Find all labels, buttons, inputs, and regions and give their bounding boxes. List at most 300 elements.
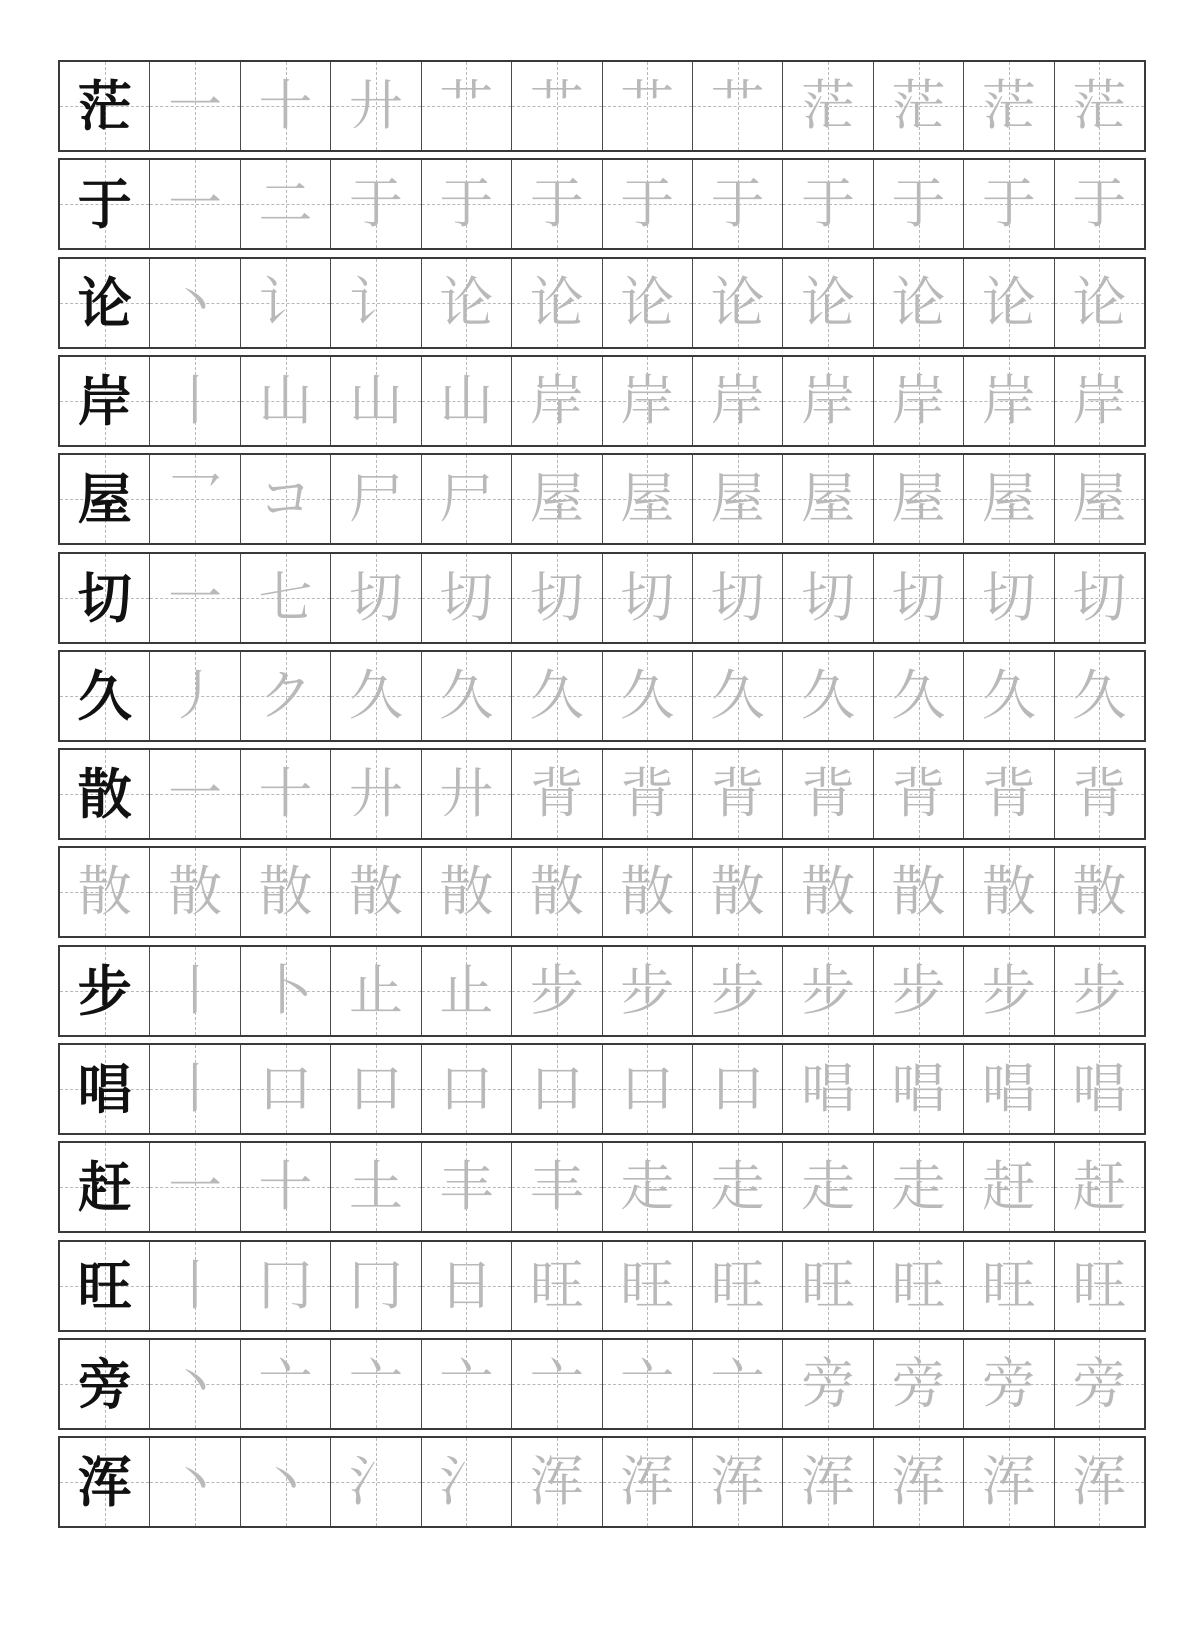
trace-cell [963, 455, 1053, 543]
trace-character: 岸 [620, 368, 675, 432]
trace-character: 一 [168, 565, 223, 629]
trace-character: 久 [710, 663, 765, 727]
trace-cell [421, 1438, 511, 1526]
trace-character: 唱 [891, 1057, 946, 1120]
trace-character: 廾 [348, 74, 403, 137]
model-cell [60, 1045, 149, 1133]
trace-cell [421, 160, 511, 248]
trace-character: 七 [258, 565, 313, 629]
trace-cell [602, 62, 692, 150]
trace-character: 散 [168, 860, 223, 924]
trace-cell [1054, 1242, 1144, 1330]
trace-character: 山 [439, 368, 494, 432]
trace-cell [602, 1045, 692, 1133]
trace-cell [511, 750, 601, 838]
trace-cell [240, 1340, 330, 1428]
trace-cell [782, 1242, 872, 1330]
trace-cell [602, 1340, 692, 1428]
trace-character: 亠 [620, 1351, 675, 1415]
trace-character: 亠 [439, 1351, 494, 1415]
trace-character: 步 [1072, 958, 1127, 1022]
trace-character: 久 [981, 663, 1036, 727]
model-cell [60, 259, 149, 347]
trace-character: 氵 [348, 1450, 403, 1514]
trace-character: 久 [1072, 663, 1127, 727]
trace-cell [873, 848, 963, 936]
trace-cell [782, 1045, 872, 1133]
trace-character: 亠 [529, 1351, 584, 1415]
trace-character: 浑 [981, 1450, 1036, 1514]
trace-cell [692, 357, 782, 445]
trace-cell [963, 1242, 1053, 1330]
model-cell [60, 750, 149, 838]
trace-character: 浑 [801, 1450, 856, 1514]
trace-cell [1054, 1438, 1144, 1526]
trace-character: 尸 [348, 467, 403, 531]
trace-character: 论 [801, 270, 856, 334]
trace-character: 冂 [348, 1253, 403, 1317]
trace-cell [963, 1045, 1053, 1133]
model-cell [60, 848, 149, 936]
trace-cell [511, 1143, 601, 1231]
model-character: 论 [77, 270, 132, 335]
trace-character: 廾 [348, 762, 403, 826]
trace-cell [602, 1438, 692, 1526]
trace-character: 走 [801, 1155, 856, 1219]
trace-cell [692, 1438, 782, 1526]
trace-cell [873, 1242, 963, 1330]
trace-character: 久 [529, 663, 584, 727]
trace-character: 口 [348, 1057, 403, 1120]
trace-character: 冂 [258, 1253, 313, 1317]
trace-character: 讠 [348, 270, 403, 334]
trace-cell [782, 160, 872, 248]
practice-row [58, 846, 1146, 938]
trace-character: 十 [258, 762, 313, 826]
trace-cell [963, 652, 1053, 740]
trace-cell [149, 1143, 239, 1231]
trace-cell [330, 455, 420, 543]
trace-character: 口 [710, 1057, 765, 1120]
trace-cell [149, 455, 239, 543]
trace-cell [511, 652, 601, 740]
trace-character: 于 [439, 172, 494, 236]
trace-cell [782, 357, 872, 445]
trace-cell [963, 848, 1053, 936]
trace-character: 论 [891, 270, 946, 334]
trace-character: 艹 [710, 74, 765, 137]
trace-character: 十 [258, 1155, 313, 1219]
trace-character: 十 [258, 74, 313, 137]
trace-cell [511, 259, 601, 347]
trace-character: 口 [439, 1057, 494, 1120]
trace-character: 论 [1072, 270, 1127, 334]
trace-cell [1054, 947, 1144, 1035]
trace-character: 亠 [710, 1351, 765, 1415]
trace-cell [240, 160, 330, 248]
trace-cell [873, 62, 963, 150]
trace-character: 切 [981, 565, 1036, 629]
model-character: 岸 [77, 368, 132, 433]
practice-row [58, 650, 1146, 742]
trace-character: 切 [1072, 565, 1127, 629]
trace-character: 口 [258, 1057, 313, 1120]
trace-cell [240, 259, 330, 347]
trace-cell [421, 1340, 511, 1428]
trace-cell [511, 357, 601, 445]
trace-cell [873, 1438, 963, 1526]
trace-character: 屋 [529, 467, 584, 531]
trace-cell [240, 62, 330, 150]
trace-character: 步 [710, 958, 765, 1022]
trace-character: 茫 [891, 74, 946, 137]
practice-row [58, 945, 1146, 1037]
trace-cell [330, 62, 420, 150]
trace-cell [330, 947, 420, 1035]
practice-row [58, 257, 1146, 349]
trace-cell [149, 848, 239, 936]
trace-character: 切 [529, 565, 584, 629]
trace-character: 岸 [529, 368, 584, 432]
trace-cell [511, 1242, 601, 1330]
trace-character: 一 [168, 762, 223, 826]
trace-character: 浑 [710, 1450, 765, 1514]
trace-character: 乛 [168, 467, 223, 531]
trace-cell [963, 62, 1053, 150]
trace-character: 旺 [1072, 1253, 1127, 1317]
trace-character: 浑 [1072, 1450, 1127, 1514]
model-character: 屋 [77, 467, 132, 532]
trace-cell [692, 1045, 782, 1133]
trace-cell [421, 259, 511, 347]
trace-character: 旺 [801, 1253, 856, 1317]
trace-character: 论 [710, 270, 765, 334]
trace-character: 丶 [168, 270, 223, 334]
trace-character: 论 [620, 270, 675, 334]
trace-cell [149, 554, 239, 642]
trace-character: 于 [1072, 172, 1127, 236]
model-character: 茫 [77, 74, 132, 138]
trace-character: 走 [620, 1155, 675, 1219]
trace-character: 唱 [981, 1057, 1036, 1120]
trace-character: 切 [710, 565, 765, 629]
trace-character: 论 [439, 270, 494, 334]
trace-cell [149, 1045, 239, 1133]
trace-cell [1054, 554, 1144, 642]
trace-character: 步 [529, 958, 584, 1022]
model-character: 唱 [77, 1057, 132, 1121]
model-character: 旺 [77, 1253, 132, 1318]
trace-cell [873, 259, 963, 347]
model-character: 散 [77, 762, 132, 827]
model-cell [60, 554, 149, 642]
trace-character: 亠 [258, 1351, 313, 1415]
trace-cell [1054, 357, 1144, 445]
trace-cell [782, 652, 872, 740]
trace-cell [782, 62, 872, 150]
trace-character: 散 [439, 860, 494, 924]
trace-cell [511, 947, 601, 1035]
model-cell [60, 1438, 149, 1526]
trace-character: 丨 [168, 368, 223, 432]
model-cell [60, 455, 149, 543]
trace-cell [782, 1340, 872, 1428]
trace-cell [421, 1143, 511, 1231]
trace-cell [602, 652, 692, 740]
trace-cell [511, 848, 601, 936]
trace-cell [240, 848, 330, 936]
trace-character: 切 [439, 565, 494, 629]
trace-cell [149, 947, 239, 1035]
model-cell [60, 62, 149, 150]
trace-character: 散 [981, 860, 1036, 924]
model-character: 久 [77, 663, 132, 728]
trace-character: 旺 [891, 1253, 946, 1317]
trace-character: 于 [801, 172, 856, 236]
trace-character: 旺 [710, 1253, 765, 1317]
trace-character: 散 [801, 860, 856, 924]
trace-cell [692, 947, 782, 1035]
trace-character: 氵 [439, 1450, 494, 1514]
trace-character: 散 [891, 860, 946, 924]
trace-cell [421, 750, 511, 838]
model-character: 浑 [77, 1450, 132, 1515]
model-cell [60, 1242, 149, 1330]
trace-cell [963, 259, 1053, 347]
trace-character: 背 [981, 762, 1036, 826]
trace-character: 丨 [168, 958, 223, 1022]
trace-character: 背 [801, 762, 856, 826]
practice-row [58, 748, 1146, 840]
trace-cell [963, 750, 1053, 838]
trace-character: 艹 [439, 74, 494, 137]
trace-cell [782, 455, 872, 543]
trace-cell [602, 750, 692, 838]
trace-cell [421, 1242, 511, 1330]
model-character: 散 [77, 860, 132, 924]
trace-cell [963, 1143, 1053, 1231]
trace-character: 旺 [981, 1253, 1036, 1317]
trace-cell [330, 652, 420, 740]
trace-character: 丰 [439, 1155, 494, 1219]
trace-character: 赶 [1072, 1155, 1127, 1219]
trace-cell [511, 160, 601, 248]
trace-character: 步 [891, 958, 946, 1022]
practice-row [58, 355, 1146, 447]
trace-cell [602, 160, 692, 248]
trace-cell [782, 259, 872, 347]
trace-cell [1054, 750, 1144, 838]
trace-cell [692, 848, 782, 936]
trace-character: 散 [1072, 860, 1127, 924]
trace-cell [330, 1242, 420, 1330]
trace-cell [782, 554, 872, 642]
trace-character: 尸 [439, 467, 494, 531]
model-cell [60, 1143, 149, 1231]
trace-cell [1054, 848, 1144, 936]
trace-cell [421, 848, 511, 936]
trace-character: 廾 [439, 762, 494, 826]
trace-cell [602, 357, 692, 445]
trace-character: 茫 [981, 74, 1036, 137]
trace-cell [511, 62, 601, 150]
model-character: 旁 [77, 1351, 132, 1416]
trace-character: 土 [348, 1155, 403, 1219]
trace-cell [602, 455, 692, 543]
trace-cell [873, 160, 963, 248]
trace-cell [782, 1438, 872, 1526]
trace-cell [421, 947, 511, 1035]
trace-character: 论 [529, 270, 584, 334]
trace-character: 散 [620, 860, 675, 924]
trace-cell [330, 750, 420, 838]
trace-character: 背 [620, 762, 675, 826]
trace-character: 丨 [168, 1057, 223, 1120]
trace-character: 岸 [710, 368, 765, 432]
trace-cell [330, 1045, 420, 1133]
trace-cell [602, 259, 692, 347]
trace-character: 屋 [710, 467, 765, 531]
practice-row [58, 60, 1146, 152]
trace-character: 岸 [1072, 368, 1127, 432]
trace-cell [149, 1438, 239, 1526]
model-cell [60, 357, 149, 445]
trace-character: 讠 [258, 270, 313, 334]
trace-character: 丶 [168, 1450, 223, 1514]
trace-character: 岸 [891, 368, 946, 432]
trace-character: 论 [981, 270, 1036, 334]
trace-cell [692, 455, 782, 543]
trace-character: 散 [348, 860, 403, 924]
trace-cell [1054, 259, 1144, 347]
trace-cell [330, 848, 420, 936]
model-character: 赶 [77, 1155, 132, 1220]
trace-character: コ [258, 467, 313, 531]
trace-character: 于 [981, 172, 1036, 236]
trace-character: 屋 [1072, 467, 1127, 531]
trace-cell [692, 750, 782, 838]
trace-character: 背 [529, 762, 584, 826]
trace-character: 山 [348, 368, 403, 432]
trace-cell [149, 652, 239, 740]
trace-cell [1054, 62, 1144, 150]
trace-cell [963, 1340, 1053, 1428]
trace-character: ク [258, 663, 313, 727]
trace-cell [511, 1045, 601, 1133]
trace-cell [602, 1242, 692, 1330]
trace-character: 丶 [258, 1450, 313, 1514]
trace-character: 久 [891, 663, 946, 727]
trace-cell [602, 1143, 692, 1231]
trace-cell [873, 947, 963, 1035]
trace-character: 日 [439, 1253, 494, 1317]
practice-row [58, 1141, 1146, 1233]
trace-cell [692, 62, 782, 150]
trace-cell [421, 357, 511, 445]
trace-character: 旁 [981, 1351, 1036, 1415]
trace-character: 背 [891, 762, 946, 826]
trace-character: 旺 [620, 1253, 675, 1317]
trace-cell [602, 947, 692, 1035]
trace-character: 走 [891, 1155, 946, 1219]
trace-cell [782, 947, 872, 1035]
trace-character: 唱 [801, 1057, 856, 1120]
trace-cell [330, 1438, 420, 1526]
trace-cell [240, 652, 330, 740]
trace-character: 赶 [981, 1155, 1036, 1219]
trace-cell [240, 750, 330, 838]
trace-cell [240, 554, 330, 642]
trace-cell [240, 1242, 330, 1330]
trace-cell [873, 554, 963, 642]
trace-character: 唱 [1072, 1057, 1127, 1120]
trace-character: 背 [1072, 762, 1127, 826]
trace-cell [330, 1340, 420, 1428]
trace-cell [240, 947, 330, 1035]
trace-character: 屋 [801, 467, 856, 531]
model-cell [60, 160, 149, 248]
trace-cell [1054, 652, 1144, 740]
trace-cell [149, 259, 239, 347]
trace-cell [421, 554, 511, 642]
trace-cell [873, 357, 963, 445]
trace-cell [873, 750, 963, 838]
trace-character: 山 [258, 368, 313, 432]
trace-character: 浑 [529, 1450, 584, 1514]
trace-character: 止 [348, 958, 403, 1022]
trace-character: 茫 [1072, 74, 1127, 137]
trace-character: 于 [529, 172, 584, 236]
trace-cell [873, 1340, 963, 1428]
trace-cell [330, 160, 420, 248]
trace-character: 丿 [168, 663, 223, 727]
trace-cell [511, 455, 601, 543]
trace-cell [782, 750, 872, 838]
trace-cell [873, 1143, 963, 1231]
trace-cell [963, 357, 1053, 445]
trace-cell [782, 1143, 872, 1231]
trace-cell [963, 947, 1053, 1035]
trace-character: 口 [529, 1057, 584, 1120]
practice-row [58, 552, 1146, 644]
trace-cell [330, 357, 420, 445]
trace-cell [511, 554, 601, 642]
trace-cell [963, 1438, 1053, 1526]
trace-character: 切 [620, 565, 675, 629]
practice-row [58, 1043, 1146, 1135]
trace-character: 久 [348, 663, 403, 727]
trace-cell [1054, 455, 1144, 543]
trace-character: 于 [710, 172, 765, 236]
trace-cell [963, 554, 1053, 642]
trace-cell [421, 1045, 511, 1133]
trace-cell [692, 652, 782, 740]
trace-cell [149, 1340, 239, 1428]
trace-character: 散 [710, 860, 765, 924]
trace-character: 浑 [891, 1450, 946, 1514]
trace-character: 屋 [981, 467, 1036, 531]
trace-character: 浑 [620, 1450, 675, 1514]
trace-cell [240, 455, 330, 543]
practice-row [58, 453, 1146, 545]
trace-character: 切 [801, 565, 856, 629]
trace-cell [692, 554, 782, 642]
trace-character: 切 [891, 565, 946, 629]
trace-character: 散 [258, 860, 313, 924]
practice-row [58, 158, 1146, 250]
trace-character: 艹 [620, 74, 675, 137]
trace-character: 卜 [258, 958, 313, 1022]
